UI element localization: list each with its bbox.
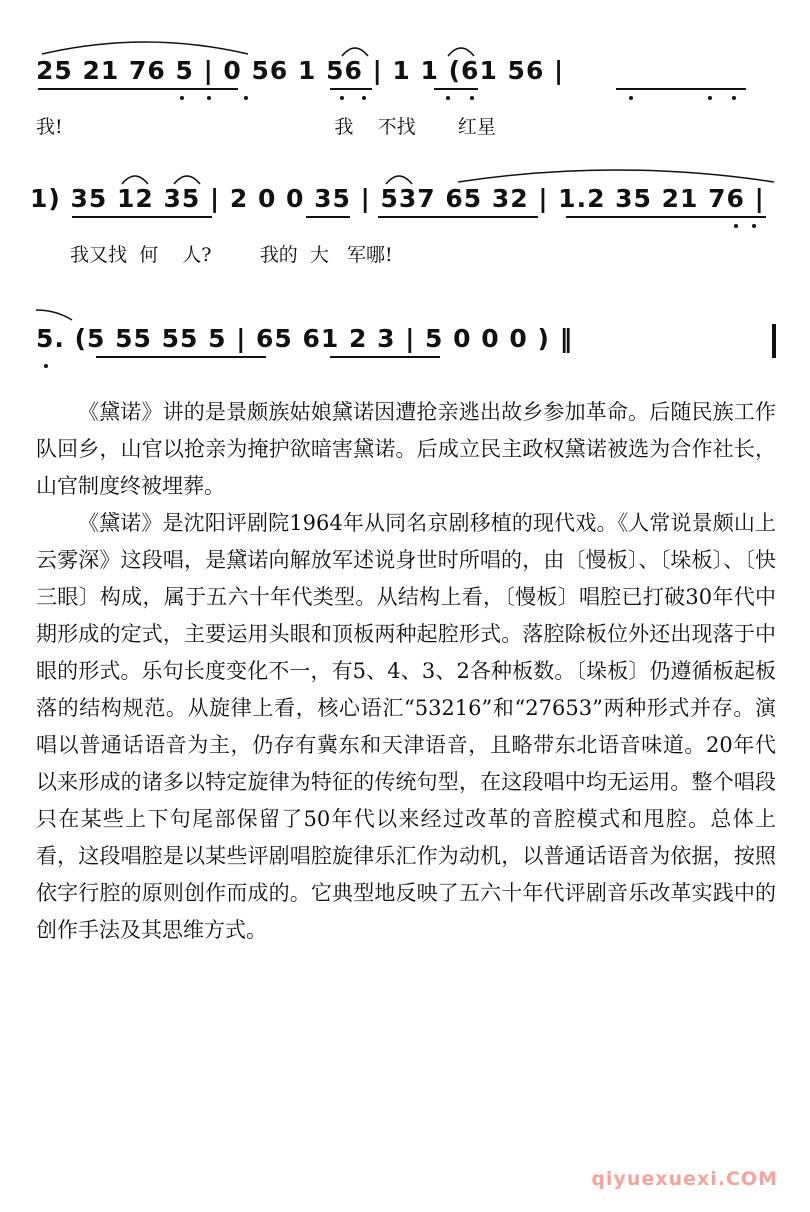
beam-underline — [330, 356, 440, 358]
beam-underline — [566, 216, 766, 218]
octave-dot — [207, 96, 211, 100]
beam-underline — [72, 216, 212, 218]
lyrics-line: 我! 我 不找 红星 — [36, 116, 496, 138]
beam-underline — [306, 216, 350, 218]
beam-underline — [434, 88, 478, 90]
paragraph-2: 《黛诺》是沈阳评剧院1964年从同名京剧移植的现代戏。《人常说景颇山上云雾深》这段唱，是黛诺向解放军述说身世时所唱的，由〔慢板〕、〔垛板〕、〔快三眼〕构成，属于五六十年代类型。从结构上看，〔慢板〕唱腔已打破30年代中期形成的定式，主要运用头眼和顶板两种起腔形式。落腔除板位外还出现落于中眼的形式。乐句长度变化不一，有5、4、3、2各种板数。〔垛板〕仍遵循板起板落的结构规范。从旋律上看，核心语汇“53216”和“27653”两种形式并存。演唱以普通话语音为主，仍存有冀东和天津语音，且略带东北语音味道。20年代以来形成的诸多以特定旋律为特征的传统句型，在这段唱中均无运用。整个唱段只在某些上下句尾部保留了50年代以来经过改革的音腔模式和甩腔。总体上看，这段唱腔是以某些评剧唱腔旋律乐汇作为动机，以普通话语音为依据，按照依字行腔的原则创作而成的。它典型地反映了五六十年代评剧音乐改革实践中的创作手法及其思维方式。 — [36, 511, 776, 942]
octave-dot — [470, 96, 474, 100]
paragraph-1: 《黛诺》讲的是景颇族姑娘黛诺因遭抢亲逃出故乡参加革命。后随民族工作队回乡，山官以抢亲为掩护欲暗害黛诺。后成立民主政权黛诺被选为合作社长，山官制度终被埋葬。 — [36, 400, 776, 498]
article-body — [36, 394, 776, 949]
notation-notes: 1) 35 12 35 | 2 0 0 35 | 537 65 32 | 1.2 35 21 76 | — [30, 184, 765, 213]
slur-arc — [456, 164, 776, 184]
octave-dot — [734, 224, 738, 228]
octave-dot — [446, 96, 450, 100]
beam-underline — [96, 356, 266, 358]
site-watermark: qiyuexuexi.COM — [591, 1168, 778, 1190]
notation-notes: 25 21 76 5 | 0 56 1 56 | 1 1 (61 56 | — [36, 56, 565, 85]
octave-dot — [629, 96, 633, 100]
octave-dot — [362, 96, 366, 100]
octave-dot — [752, 224, 756, 228]
octave-dot — [732, 96, 736, 100]
score-line-2 — [0, 158, 810, 268]
slur-arc — [40, 36, 250, 56]
notation-notes: 5. (5 55 55 5 | 65 61 2 3 | 5 0 0 0 ) ‖ — [36, 324, 574, 353]
octave-dot — [44, 364, 48, 368]
octave-dot — [708, 96, 712, 100]
beam-underline — [38, 88, 238, 90]
lyrics-line: 我又找 何 人? 我的 大 军哪! — [70, 244, 393, 266]
score-line-3 — [0, 296, 810, 376]
final-barline — [772, 324, 776, 358]
octave-dot — [340, 96, 344, 100]
octave-dot — [244, 96, 248, 100]
beam-underline — [330, 88, 372, 90]
octave-dot — [180, 96, 184, 100]
score-line-1 — [0, 30, 810, 140]
slur-arc — [34, 306, 74, 322]
beam-underline — [378, 216, 538, 218]
beam-underline — [616, 88, 746, 90]
